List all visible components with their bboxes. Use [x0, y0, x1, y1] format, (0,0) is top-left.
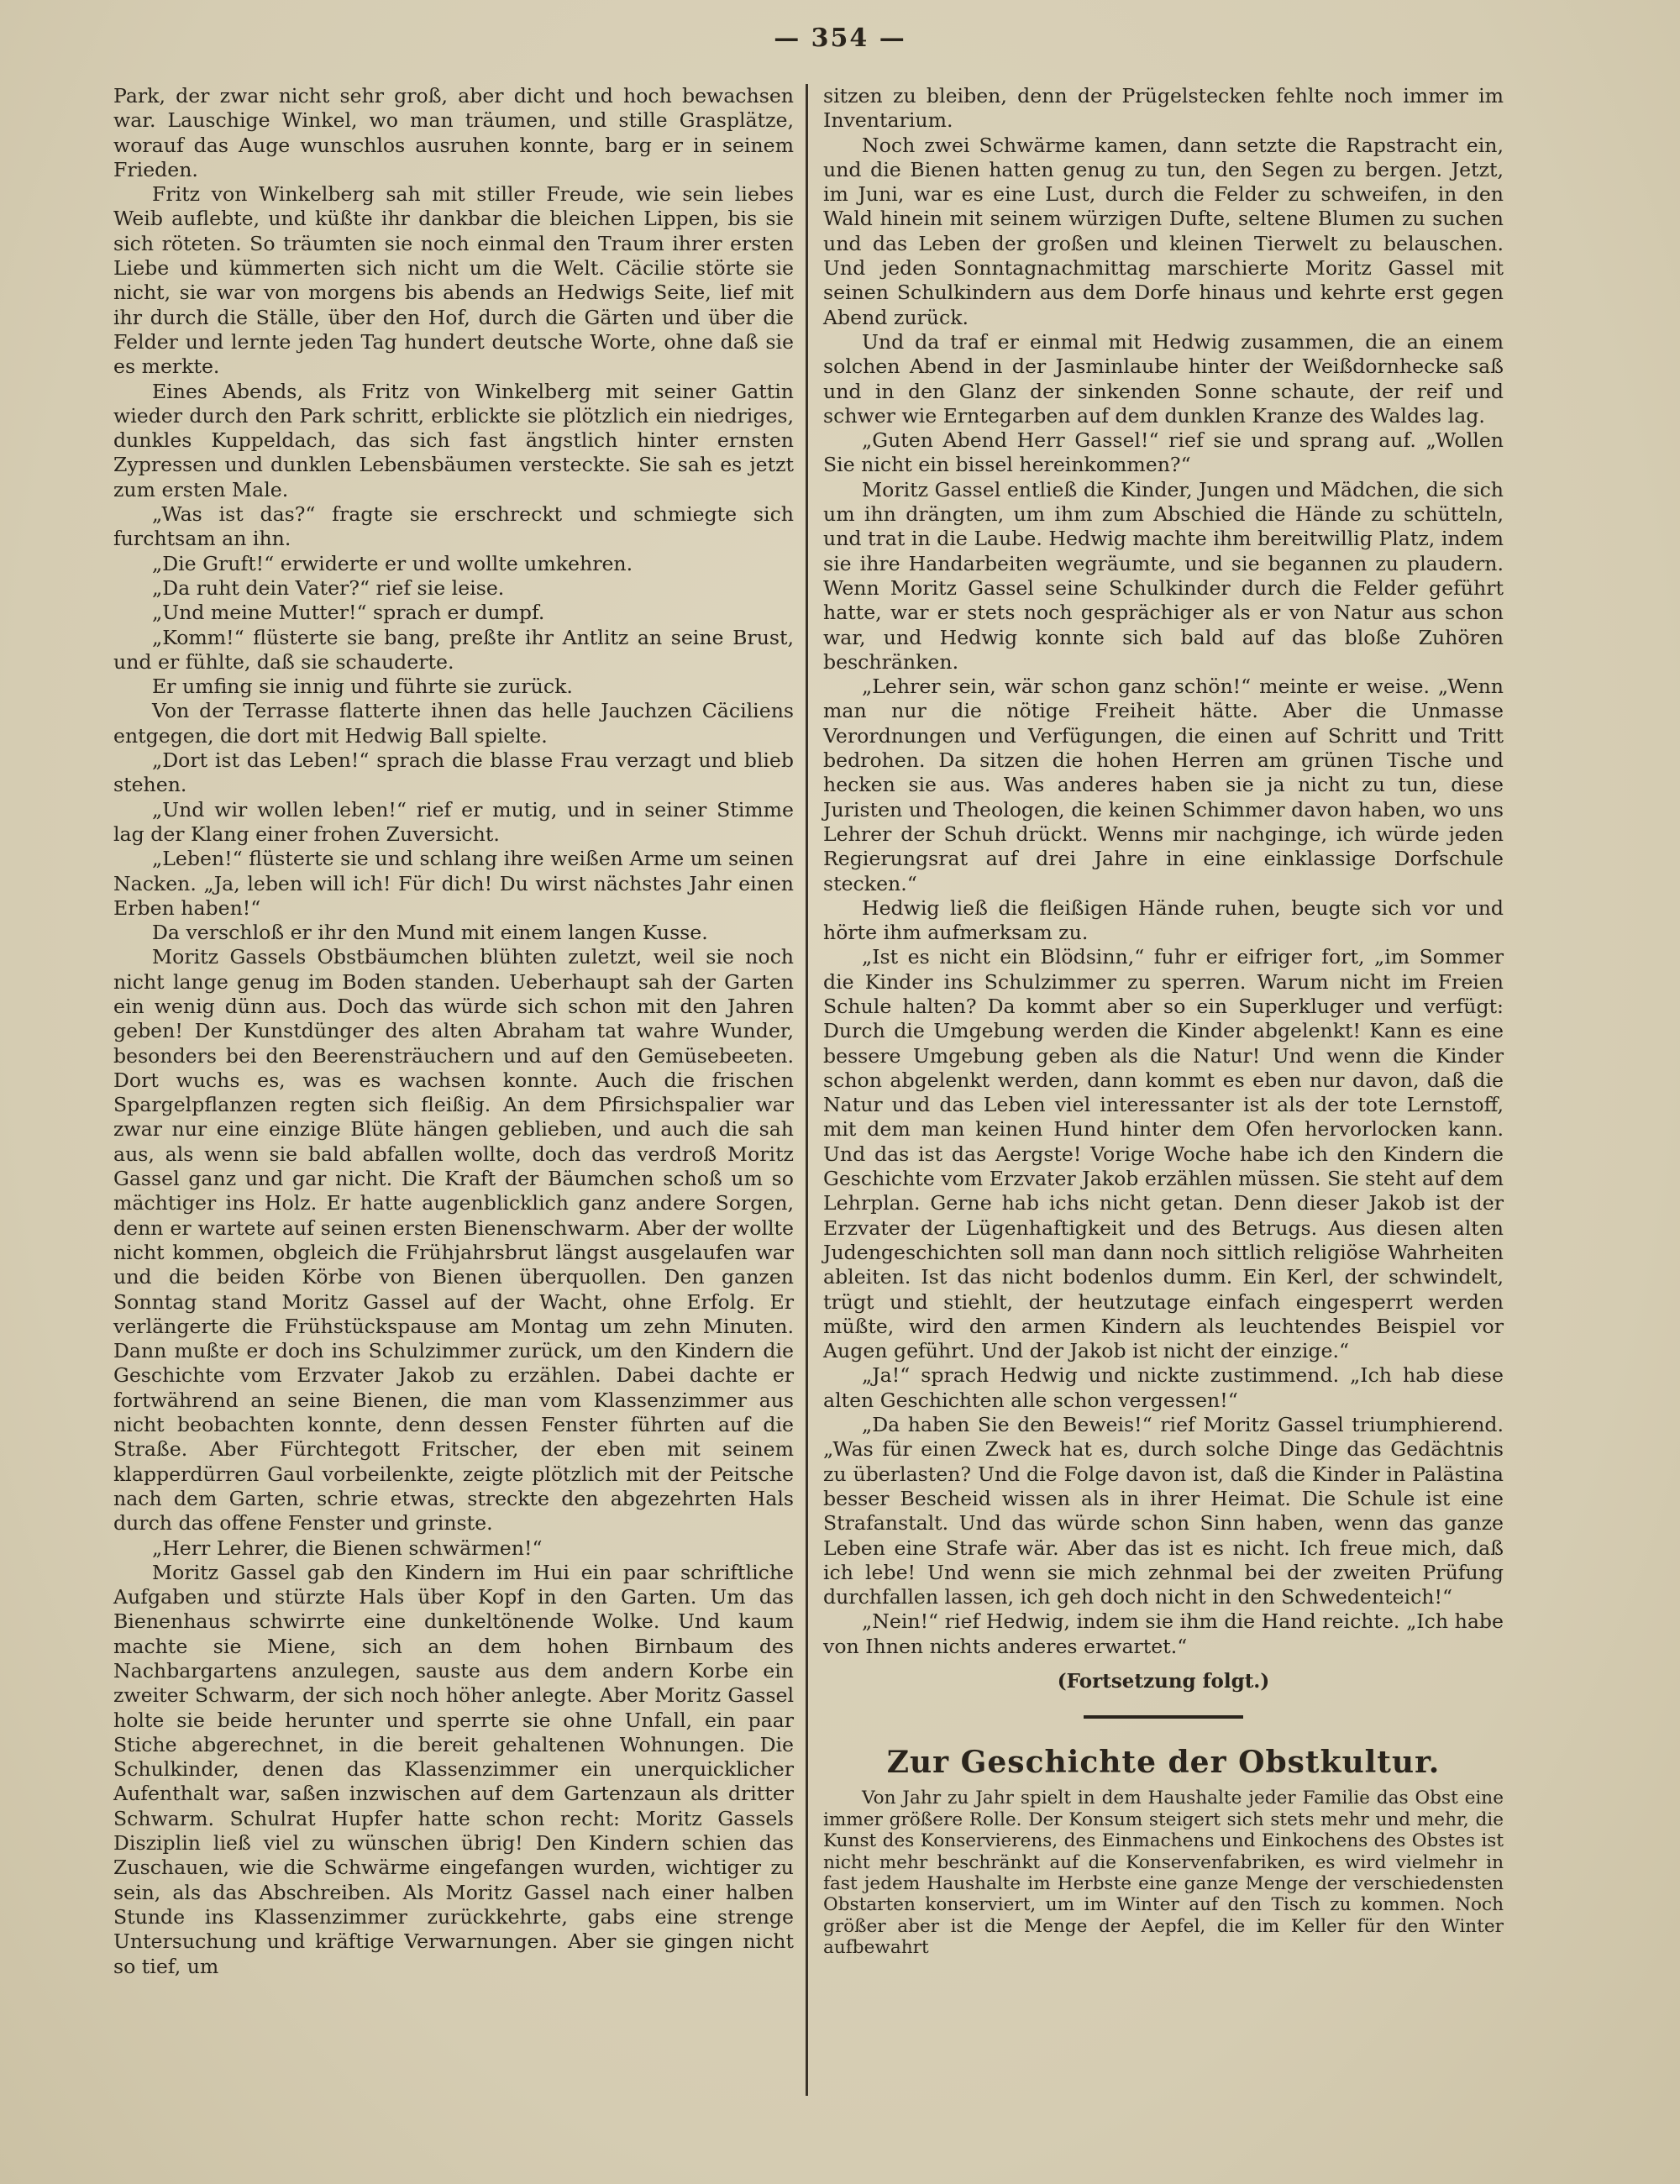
paragraph: sitzen zu bleiben, denn der Prügelstecken fehlte noch immer im Inventarium.	[823, 84, 1504, 133]
paragraph: „Und wir wollen leben!“ rief er mutig, und in seiner Stimme lag der Klang einer frohen Zuversicht.	[113, 797, 794, 846]
paragraph: Moritz Gassels Obstbäumchen blühten zuletzt, weil sie noch nicht lange genug im Boden standen. Ueberhaupt sah der Garten ein wenig dünn aus. Doch das würde sich schon mit den Jahren geben! Der Kunstdünger des alten Abraham tat wahre Wunder, besonders bei den Beerensträuchern und auf den Gemüsebeeten. Dort wuchs es, was es wachsen konnte. Auch die frischen Spargelpflanzen regten sich fleißig. An dem Pfirsichspalier war zwar nur eine einzige Blüte hängen geblieben, und auch die sah aus, als wenn sie bald abfallen wollte, doch das verdroß Moritz Gassel ganz und gar nicht. Die Kraft der Bäumchen schoß um so mächtiger ins Holz. Er hatte augenblicklich ganz andere Sorgen, denn er wartete auf seinen ersten Bienenschwarm. Aber der wollte nicht kommen, obgleich die Frühjahrsbrut längst ausgelaufen war und die beiden Körbe von Bienen überquollen. Den ganzen Sonntag stand Moritz Gassel auf der Wacht, ohne Erfolg. Er verlängerte die Frühstückspause am Montag um zehn Minuten. Dann mußte er doch ins Schulzimmer zurück, um den Kindern die Geschichte vom Erzvater Jakob zu erzählen. Dabei dachte er fortwährend an seine Bienen, die man vom Klassenzimmer aus nicht beobachten konnte, denn dessen Fenster führten auf die Straße. Aber Fürchtegott Fritscher, der eben mit seinem klapperdürren Gaul vorbeilenkte, zeigte plötzlich mit der Peitsche nach dem Garten, schrie etwas, streckte den abgezehrten Hals durch das offene Fenster und grinste.	[113, 945, 794, 1536]
continued-note: (Fortsetzung folgt.)	[1057, 1670, 1270, 1693]
paragraph: „Nein!“ rief Hedwig, indem sie ihm die Hand reichte. „Ich habe von Ihnen nichts anderes erwartet.“	[823, 1609, 1504, 1658]
paragraph: „Dort ist das Leben!“ sprach die blasse Frau verzagt und blieb stehen.	[113, 748, 794, 797]
paragraph: „Da haben Sie den Beweis!“ rief Moritz Gassel triumphierend. „Was für einen Zweck hat es, durch solche Dinge das Gedächtnis zu überlasten? Und die Folge davon ist, daß die Kinder in Palästina besser Bescheid wissen als in ihrer Heimat. Die Schule ist eine Strafanstalt. Und das würde schon Sinn haben, wenn das ganze Leben eine Strafe wär. Aber das ist es nicht. Ich freue mich, daß ich lebe! Und wenn sie mich zehnmal bei der zweiten Prüfung durchfallen lassen, ich geh doch nicht in den Schwedenteich!“	[823, 1413, 1504, 1609]
paragraph: „Was ist das?“ fragte sie erschreckt und schmiegte sich furchtsam an ihn.	[113, 502, 794, 551]
left-column	[113, 84, 794, 1979]
paragraph: Moritz Gassel gab den Kindern im Hui ein paar schriftliche Aufgaben und stürzte Hals über Kopf in den Garten. Um das Bienenhaus schwirrte eine dunkeltönende Wolke. Und kaum machte sie Miene, sich an dem hohen Birnbaum des Nachbargartens anzulegen, sauste aus dem andern Korbe ein zweiter Schwarm, der sich noch höher anlegte. Aber Moritz Gassel holte sie beide herunter und sperrte sie ohne Unfall, ein paar Stiche abgerechnet, in die bereit gehaltenen Wohnungen. Die Schulkinder, denen das Klassenzimmer ein unerquicklicher Aufenthalt war, saßen inzwischen auf dem Gartenzaun als dritter Schwarm. Schulrat Hupfer hatte schon recht: Moritz Gassels Disziplin ließ viel zu wünschen übrig! Den Kindern schien das Zuschauen, wie die Schwärme eingefangen wurden, wichtiger zu sein, als das Abschreiben. Als Moritz Gassel nach einer halben Stunde ins Klassenzimmer zurückkehrte, gabs eine strenge Untersuchung und kräftige Verwarnungen. Aber sie gingen nicht so tief, um	[113, 1560, 794, 1978]
paragraph: Hedwig ließ die fleißigen Hände ruhen, beugte sich vor und hörte ihm aufmerksam zu.	[823, 895, 1504, 945]
paragraph: „Ja!“ sprach Hedwig und nickte zustimmend. „Ich hab diese alten Geschichten alle schon vergessen!“	[823, 1363, 1504, 1412]
right-column	[823, 84, 1504, 1959]
paragraph: „Da ruht dein Vater?“ rief sie leise.	[152, 575, 505, 600]
paragraph: Eines Abends, als Fritz von Winkelberg mit seiner Gattin wieder durch den Park schritt, erblickte sie plötzlich ein niedriges, dunkles Kuppeldach, das sich fast ängstlich hinter ernsten Zypressen und dunklen Lebensbäumen versteckte. Sie sah es jetzt zum ersten Male.	[113, 379, 794, 501]
section-rule	[1084, 1715, 1243, 1719]
paragraph: „Ist es nicht ein Blödsinn,“ fuhr er eifriger fort, „im Sommer die Kinder ins Schulzimmer zu sperren. Warum nicht im Freien Schule halten? Da kommt aber so ein Superkluger und verfügt: Durch die Umgebung werden die Kinder abgelenkt! Kann es eine bessere Umgebung geben als die Natur! Und wenn die Kinder schon abgelenkt werden, dann kommt es eben nur davon, daß die Natur und das Leben viel interessanter ist als der tote Lernstoff, mit dem man keinen Hund hinter dem Ofen hervorlocken kann. Und das ist das Aergste! Vorige Woche habe ich den Kindern die Geschichte vom Erzvater Jakob erzählen müssen. Sie steht auf dem Lehrplan. Gerne hab ichs nicht getan. Denn dieser Jakob ist der Erzvater der Lügenhaftigkeit und des Betrugs. Aus diesen alten Judengeschichten soll man dann noch sittlich religiöse Wahrheiten ableiten. Ist das nicht bodenlos dumm. Ein Kerl, der schwindelt, trügt und stiehlt, der heutzutage einfach eingesperrt werden müßte, wird den armen Kindern als leuchtendes Beispiel vor Augen geführt. Und der Jakob ist nicht der einzige.“	[823, 945, 1504, 1363]
paragraph: „Die Gruft!“ erwiderte er und wollte umkehren.	[152, 551, 633, 575]
paragraph: Und da traf er einmal mit Hedwig zusammen, die an einem solchen Abend in der Jasminlaube hinter der Weißdornhecke saß und in den Glanz der sinkenden Sonne schaute, der reif und schwer wie Erntegarben auf dem dunklen Kranze des Waldes lag.	[823, 329, 1504, 428]
paragraph: „Guten Abend Herr Gassel!“ rief sie und sprang auf. „Wollen Sie nicht ein bissel hereinkommen?“	[823, 428, 1504, 477]
paragraph: Von Jahr zu Jahr spielt in dem Haushalte jeder Familie das Obst eine immer größere Rolle. Der Konsum steigert sich stets mehr und mehr, die Kunst des Konservierens, des Einmachens und Einkochens des Obstes ist nicht mehr beschränkt auf die Konservenfabriken, es wird vielmehr in fast jedem Haushalte im Herbste eine ganze Menge der verschiedensten Obstarten konserviert, um im Winter auf den Tisch zu kommen. Noch größer aber ist die Menge der Aepfel, die im Keller für den Winter aufbewahrt	[823, 1788, 1504, 1959]
paragraph: „Herr Lehrer, die Bienen schwärmen!“	[152, 1536, 543, 1560]
paragraph: Moritz Gassel entließ die Kinder, Jungen und Mädchen, die sich um ihn drängten, um ihm zum Abschied die Hände zu schütteln, und trat in die Laube. Hedwig machte ihm bereitwillig Platz, indem sie ihre Handarbeiten wegräumte, und sie begannen zu plaudern. Wenn Moritz Gassel seine Schulkinder durch die Felder geführt hatte, war er stets noch gesprächiger als er von Natur aus schon war, und Hedwig konnte sich bald auf das bloße Zuhören beschränken.	[823, 477, 1504, 674]
paragraph: „Leben!“ flüsterte sie und schlang ihre weißen Arme um seinen Nacken. „Ja, leben will ich! Für dich! Du wirst nächstes Jahr einen Erben haben!“	[113, 847, 794, 920]
article-title: Zur Geschichte der Obstkultur.	[886, 1745, 1441, 1781]
article-body	[823, 1788, 1504, 1958]
paragraph: Von der Terrasse flatterte ihnen das helle Jauchzen Cäciliens entgegen, die dort mit Hedwig Ball spielte.	[113, 699, 794, 748]
paragraph: Park, der zwar nicht sehr groß, aber dicht und hoch bewachsen war. Lauschige Winkel, wo man träumen, und stille Grasplätze, worauf das Auge wunschlos ausruhen konnte, barg er in seinem Frieden.	[113, 84, 794, 181]
paragraph: „Komm!“ flüsterte sie bang, preßte ihr Antlitz an seine Brust, und er fühlte, daß sie schauderte.	[113, 625, 794, 674]
paragraph: „Lehrer sein, wär schon ganz schön!“ meinte er weise. „Wenn man nur die nötige Freiheit hätte. Aber die Unmasse Verordnungen und Verfügungen, die einen auf Schritt und Tritt bedrohen. Da sitzen die hohen Herren am grünen Tische und hecken sie aus. Was anderes haben sie ja nicht zu tun, diese Juristen und Theologen, die keinen Schimmer davon haben, wo uns Lehrer der Schuh drückt. Wenns mir nachginge, ich würde jeden Regierungsrat auf drei Jahre in eine einklassige Dorfschule stecken.“	[823, 675, 1504, 895]
paragraph: Noch zwei Schwärme kamen, dann setzte die Rapstracht ein, und die Bienen hatten genug zu tun, den Segen zu bergen. Jetzt, im Juni, war es eine Lust, durch die Felder zu schweifen, in den Wald hinein mit seinem würzigen Dufte, seltene Blumen zu suchen und das Leben der großen und kleinen Tierwelt zu belauschen. Und jeden Sonntagnachmittag marschierte Moritz Gassel mit seinen Schulkindern aus dem Dorfe hinaus und kehrte erst gegen Abend zurück.	[823, 133, 1504, 329]
paragraph: Da verschloß er ihr den Mund mit einem langen Kusse.	[152, 921, 708, 945]
paragraph: Fritz von Winkelberg sah mit stiller Freude, wie sein liebes Weib auflebte, und küßte ihr dankbar die bleichen Lippen, bis sie sich röteten. So träumten sie noch einmal den Traum ihrer ersten Liebe und kümmerten sich nicht um die Welt. Cäcilie störte sie nicht, sie war von morgens bis abends an Hedwigs Seite, lief mit ihr durch die Ställe, über den Hof, durch die Gärten und über die Felder und lernte jeden Tag hundert deutsche Worte, ohne daß sie es merkte.	[113, 182, 794, 379]
column-divider	[806, 84, 808, 2096]
page-number: — 354 —	[774, 24, 906, 53]
paragraph: Er umfing sie innig und führte sie zurück.	[152, 675, 573, 699]
paragraph: „Und meine Mutter!“ sprach er dumpf.	[152, 601, 545, 625]
